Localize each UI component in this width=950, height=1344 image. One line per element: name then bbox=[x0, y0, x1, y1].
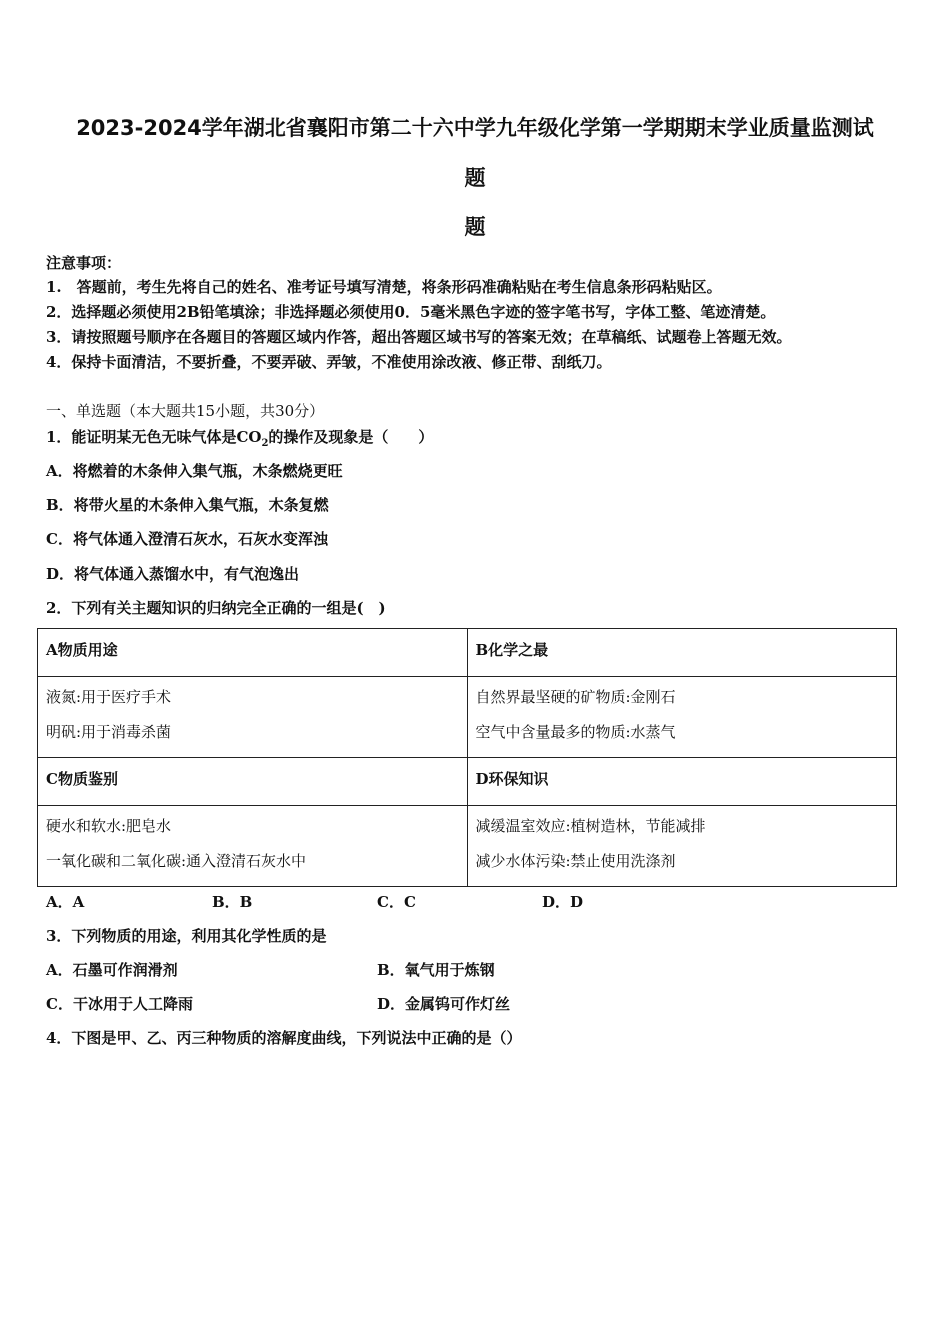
q3-option-d: D．金属钨可作灯丝 bbox=[377, 995, 511, 1013]
section-heading: 一、单选题（本大题共15小题，共30分） bbox=[46, 402, 325, 420]
cell-c-header: C物质鉴别 bbox=[38, 758, 468, 806]
cell-b-line1: 自然界最坚硬的矿物质:金刚石 bbox=[475, 688, 676, 706]
q1-option-c: C．将气体通入澄清石灰水，石灰水变浑浊 bbox=[46, 530, 328, 548]
cell-d-body bbox=[467, 806, 897, 887]
notice-item-4: 4．保持卡面清洁，不要折叠，不要弄破、弄皱，不准使用涂改液、修正带、刮纸刀。 bbox=[46, 353, 612, 371]
cell-a-header: A物质用途 bbox=[38, 629, 468, 677]
cell-a-body bbox=[38, 677, 468, 758]
cell-b-line2: 空气中含量最多的物质:水蒸气 bbox=[475, 723, 676, 741]
cell-d-header: D环保知识 bbox=[467, 758, 897, 806]
q1-stem-after: 的操作及现象是（ ） bbox=[268, 428, 434, 446]
q1-stem-before: 1．能证明某无色无味气体是CO bbox=[46, 428, 262, 446]
page-title-line3: 题 bbox=[464, 215, 486, 239]
q2-option-c: C．C bbox=[377, 893, 416, 911]
q2-option-a: A．A bbox=[46, 893, 85, 911]
q1-stem-sub: 2 bbox=[261, 438, 269, 449]
q1-option-d: D．将气体通入蒸馏水中，有气泡逸出 bbox=[46, 565, 300, 583]
cell-c-line2: 一氧化碳和二氧化碳:通入澄清石灰水中 bbox=[46, 852, 307, 870]
cell-c-line1: 硬水和软水:肥皂水 bbox=[46, 817, 172, 835]
notice-item-3: 3．请按照题号顺序在各题目的答题区域内作答，超出答题区域书写的答案无效；在草稿纸、试题卷上答题无效。 bbox=[46, 328, 792, 346]
q1-option-b: B．将带火星的木条伸入集气瓶，木条复燃 bbox=[46, 496, 329, 514]
q2-option-d: D．D bbox=[542, 893, 584, 911]
cell-b-header: B化学之最 bbox=[467, 629, 897, 677]
cell-d-line2: 减少水体污染:禁止使用洗涤剂 bbox=[475, 852, 676, 870]
cell-a-line2: 明矾:用于消毒杀菌 bbox=[46, 723, 172, 741]
page-title-line2: 题 bbox=[464, 166, 486, 190]
q1-option-a: A．将燃着的木条伸入集气瓶，木条燃烧更旺 bbox=[46, 462, 343, 480]
notice-heading: 注意事项： bbox=[46, 254, 122, 272]
cell-c-body bbox=[38, 806, 468, 887]
q3-option-c: C．干冰用于人工降雨 bbox=[46, 995, 193, 1013]
q1-stem bbox=[46, 426, 433, 449]
q4-stem: 4．下图是甲、乙、丙三种物质的溶解度曲线，下列说法中正确的是（） bbox=[46, 1029, 522, 1047]
page-title-line1: 2023-2024学年湖北省襄阳市第二十六中学九年级化学第一学期期末学业质量监测试 bbox=[76, 116, 874, 140]
cell-b-body bbox=[467, 677, 897, 758]
q2-knowledge-table bbox=[37, 628, 897, 887]
q3-option-b: B．氧气用于炼钢 bbox=[377, 961, 495, 979]
q2-option-b: B．B bbox=[212, 893, 253, 911]
q3-option-a: A．石墨可作润滑剂 bbox=[46, 961, 178, 979]
q2-stem: 2．下列有关主题知识的归纳完全正确的一组是( ) bbox=[46, 599, 386, 617]
cell-d-line1: 减缓温室效应:植树造林，节能减排 bbox=[475, 817, 706, 835]
notice-item-1: 1. 答题前，考生先将自己的姓名、准考证号填写清楚，将条形码准确粘贴在考生信息条形码粘贴区。 bbox=[46, 278, 722, 296]
notice-item-2: 2．选择题必须使用2B铅笔填涂；非选择题必须使用0．5毫米黑色字迹的签字笔书写，字体工整、笔迹清楚。 bbox=[46, 303, 776, 321]
cell-a-line1: 液氮:用于医疗手术 bbox=[46, 688, 172, 706]
q3-stem: 3．下列物质的用途，利用其化学性质的是 bbox=[46, 927, 327, 945]
